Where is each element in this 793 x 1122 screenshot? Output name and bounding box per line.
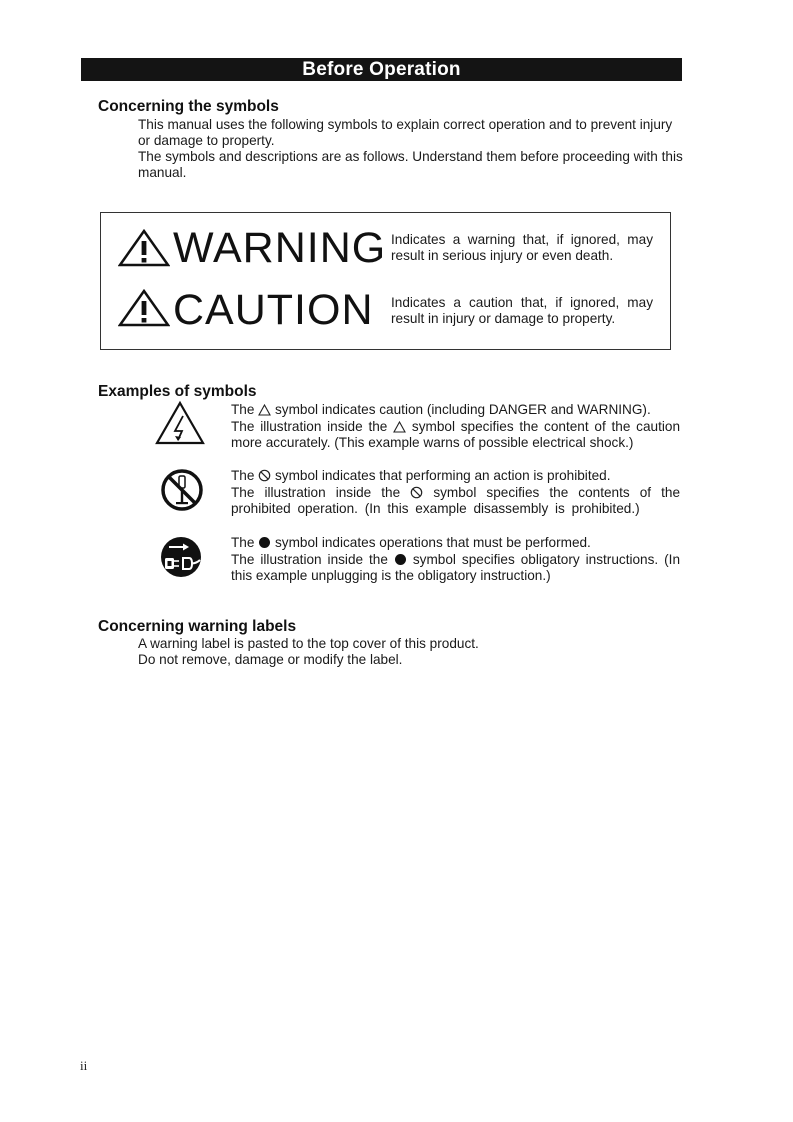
labels-heading: Concerning warning labels	[98, 618, 297, 635]
symbols-intro-1: This manual uses the following symbols to explain correct operation and to prevent injury or damage to property.	[138, 117, 673, 148]
page-title: Before Operation	[81, 58, 682, 81]
prohibition-symbol-icon	[258, 469, 271, 482]
example-prohibit-text	[231, 468, 680, 518]
no-disassembly-icon	[159, 467, 205, 513]
example-obligatory-text	[231, 535, 680, 585]
warning-description: Indicates a warning that, if ignored, may result in serious injury or even death.	[391, 232, 653, 263]
example-prohibit-line1: The symbol indicates that performing an action is prohibited.	[231, 468, 611, 483]
example-obligatory-line2: The illustration inside the symbol specifies obligatory instructions. (In this example unplugging is the obligatory instruction.)	[231, 551, 681, 584]
example-shock-text	[231, 402, 680, 452]
filled-circle-symbol-icon	[394, 553, 407, 566]
filled-circle-symbol-icon	[258, 536, 271, 549]
electric-shock-triangle-icon	[154, 400, 206, 446]
caution-description: Indicates a caution that, if ignored, may result in injury or damage to property.	[391, 295, 653, 326]
example-shock-line2: The illustration inside the symbol specifies the content of the caution more accurately. (This example warns of possible electrical shock.)	[231, 418, 681, 451]
labels-line-1: A warning label is pasted to the top cover of this product.	[138, 636, 479, 651]
symbols-heading: Concerning the symbols	[98, 98, 279, 115]
unplug-icon	[159, 534, 203, 580]
labels-line-2: Do not remove, damage or modify the label.	[138, 652, 403, 667]
caution-triangle-icon	[118, 289, 170, 327]
triangle-symbol-icon	[258, 404, 271, 416]
symbols-intro-2: The symbols and descriptions are as follows. Understand them before proceeding with this manual.	[138, 149, 683, 180]
example-obligatory-line1: The symbol indicates operations that must be performed.	[231, 535, 591, 550]
prohibition-symbol-icon	[410, 486, 423, 499]
example-shock-line1: The symbol indicates caution (including DANGER and WARNING).	[231, 402, 651, 417]
triangle-symbol-icon	[393, 421, 406, 433]
signal-words-box	[100, 212, 671, 350]
page-number: ii	[80, 1058, 88, 1073]
warning-word: WARNING	[173, 224, 387, 272]
example-prohibit-line2: The illustration inside the symbol specifies the contents of the prohibited operation. (In this example disassembly is prohibited.)	[231, 484, 681, 517]
caution-word: CAUTION	[173, 286, 374, 334]
examples-heading: Examples of symbols	[98, 383, 257, 400]
warning-triangle-icon	[118, 229, 170, 267]
